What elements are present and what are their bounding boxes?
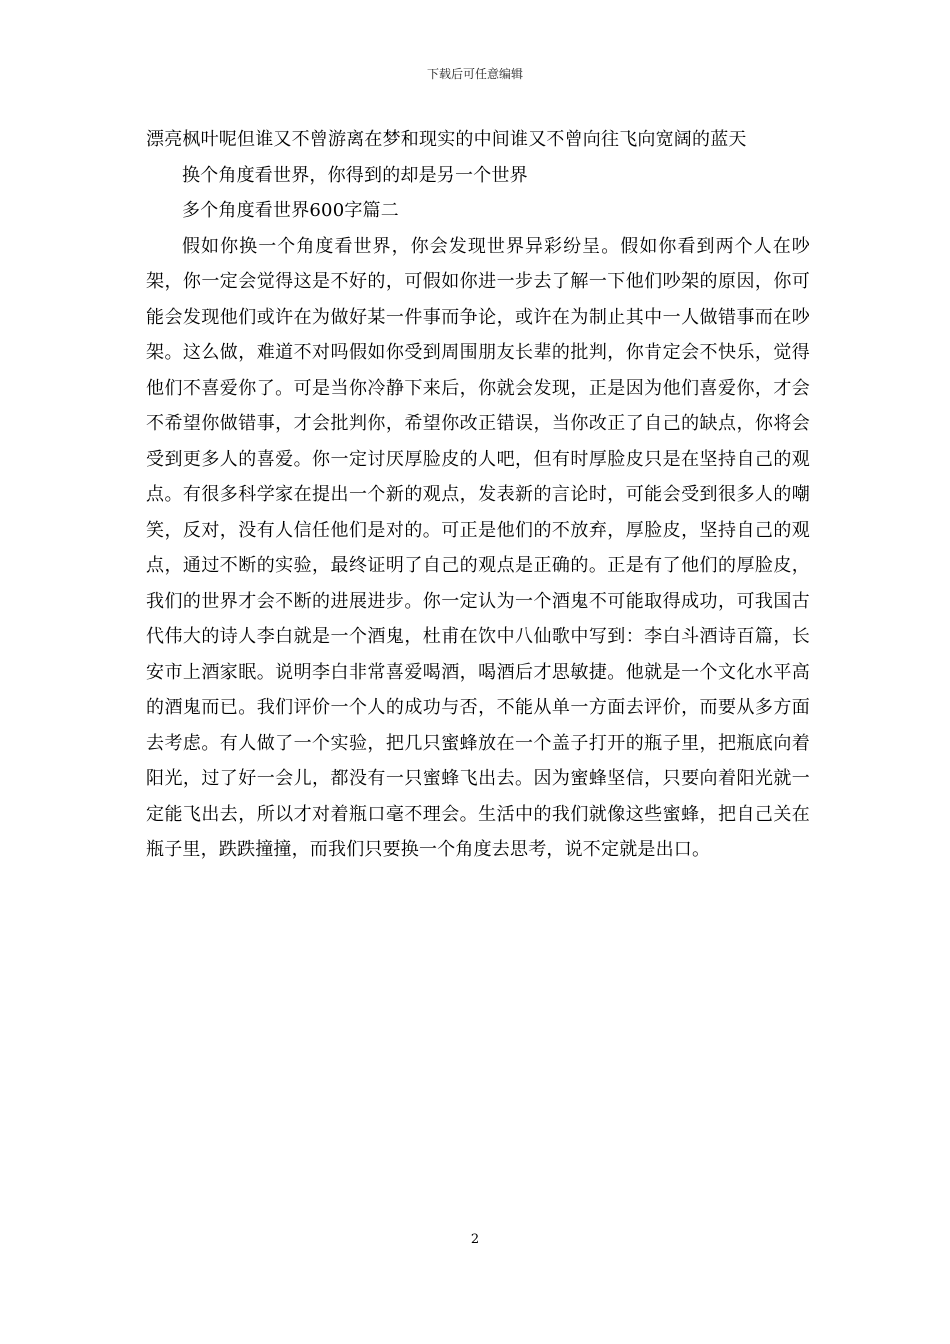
page-number: 2 (470, 1232, 480, 1247)
section-heading: 多个角度看世界600字篇二 (182, 200, 399, 221)
paragraph-essay-body: 假如你换一个角度看世界，你会发现世界异彩纷呈。假如你看到两个人在吵架，你一定会觉得这是不好的，可假如你进一步去了解一下他们吵架的原因，你可能会发现他们或许在为做好某一件事而争论，或许在为制止其中一人做错事而在吵架。这么做，难道不对吗假如你受到周围朋友长辈的批判，你肯定会不快乐，觉得他们不喜爱你了。可是当你冷静下来后，你就会发现，正是因为他们喜爱你，才会不希望你做错事，才会批判你，希望你改正错误，当你改正了自己的缺点，你将会受到更多人的喜爱。你一定讨厌厚脸皮的人吧，但有时厚脸皮只是在坚持自己的观点。有很多科学家在提出一个新的观点，发表新的言论时，可能会受到很多人的嘲笑，反对，没有人信任他们是对的。可正是他们的不放弃，厚脸皮，坚持自己的观点，通过不断的实验，最终证明了自己的观点是正确的。正是有了他们的厚脸皮，我们的世界才会不断的进展进步。你一定认为一个酒鬼不可能取得成功，可我国古代伟大的诗人李白就是一个酒鬼，杜甫在饮中八仙歌中写到：李白斗酒诗百篇，长安市上酒家眠。说明李白非常喜爱喝酒，喝酒后才思敏捷。他就是一个文化水平高的酒鬼而已。我们评价一个人的成功与否，不能从单一方面去评价，而要从多方面去考虑。有人做了一个实验，把几只蜜蜂放在一个盖子打开的瓶子里，把瓶底向着阳光，过了好一会儿，都没有一只蜜蜂飞出去。因为蜜蜂坚信，只要向着阳光就一定能飞出去，所以才对着瓶口毫不理会。生活中的我们就像这些蜜蜂，把自己关在瓶子里，跌跌撞撞，而我们只要换一个角度去思考，说不定就是出口。 (146, 235, 810, 860)
paragraph-continuation: 漂亮枫叶呢但谁又不曾游离在梦和现实的中间谁又不曾向往飞向宽阔的蓝天 (146, 129, 747, 150)
document-body (146, 122, 810, 868)
page-header: 下载后可任意编辑 (426, 67, 523, 81)
paragraph-summary-line: 换个角度看世界，你得到的却是另一个世界 (182, 164, 528, 186)
